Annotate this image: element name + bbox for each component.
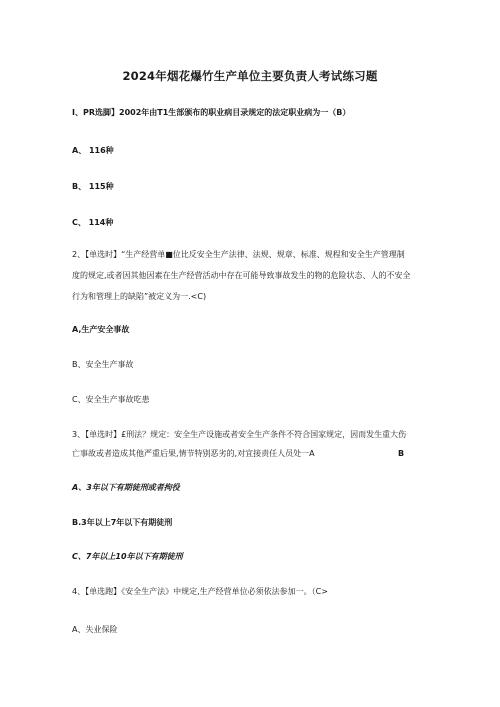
question-1-stem: I、PR选脚】2002年由T1生部颁布的职业病目录规定的法定职业病为一（B） bbox=[72, 108, 351, 117]
question-2-option-b: B、安全生产事故 bbox=[72, 360, 134, 369]
question-3-stem-line-1: 3、【单选时】£刑法？规定：安全生产设施或者安全生产条件不符合国家规定，因而发生重大伤 bbox=[72, 430, 407, 439]
question-3-option-b: B.3年以上7年以下有期徒刑 bbox=[72, 518, 173, 527]
question-4-stem: 4、【单选跑】《安全生产法》中规定,生产经营单位必须依法参加一。（C> bbox=[72, 587, 328, 596]
question-2-stem-line-1: 2、【单选时】“生产经营单■位比反安全生产法律、法规、规章、标准、规程和安全生产管理制 bbox=[72, 250, 405, 259]
question-3-stem-line-2: 亡事故或者造成其他严重后果,情节特别恶劣的,对宜接责任人员处一A bbox=[72, 449, 315, 458]
question-3-option-a: A、3年以下有期徒刑或者拘役 bbox=[72, 483, 180, 492]
question-1-option-a: A、 116种 bbox=[72, 146, 114, 155]
question-2-option-a: A,生产安全事故 bbox=[72, 325, 130, 334]
question-2-option-c: C、安全生产事故吃患 bbox=[72, 395, 150, 404]
question-2-stem-line-2: 度的规定,或者因其他因素在生产经营活动中存在可能导致事故发生的物的危险状态、人的不安全 bbox=[72, 271, 411, 280]
question-2-stem-line-3: 行为和管理上的缺陷”被定义为一.<C) bbox=[72, 292, 207, 301]
question-3-answer-mark: B bbox=[398, 449, 405, 458]
document-title: 2024年烟花爆竹生产单位主要负责人考试练习题 bbox=[122, 69, 378, 83]
question-1-option-c: C、 114种 bbox=[72, 218, 114, 227]
question-1-option-b: B、 115种 bbox=[72, 182, 114, 191]
question-4-option-a: A、失业保险 bbox=[72, 625, 118, 634]
question-3-option-c: C、7年以上10年以下有期徒刑 bbox=[72, 552, 183, 561]
